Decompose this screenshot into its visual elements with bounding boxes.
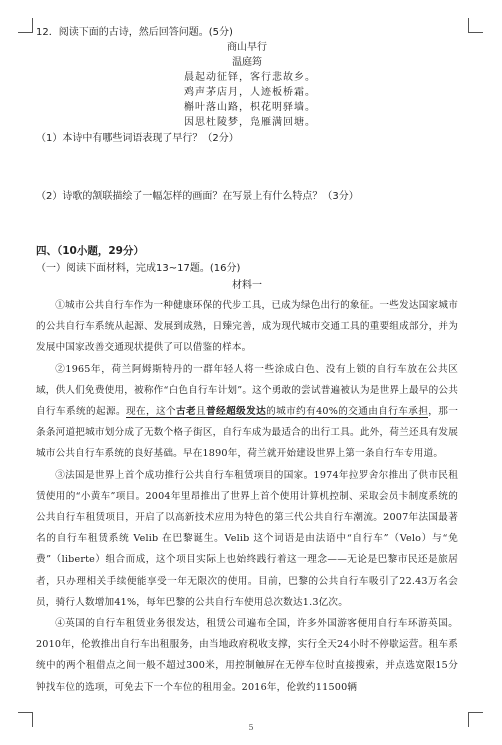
poem-line: 鸡声茅店月，人迹板桥霜。	[184, 87, 316, 98]
poem-line: 因思杜陵梦，凫雁满回塘。	[184, 117, 316, 128]
paragraph-2-rest: ，那一条条河道把城市划分成了无数个格子街区，自行车成为最适合的出行工具。此外，荷兰还具有发展城市公共自行车系统的良好基础。早在1890年，荷兰就开始建设世界上第一条自行车专用道。	[36, 406, 459, 460]
question-12-heading: 12．阅读下面的古诗，然后回答问题。(5分)	[36, 27, 233, 38]
section-heading: 四、（10小题，29分）	[36, 245, 144, 257]
bold-word: 普经超级发达	[206, 406, 267, 418]
underlined-text: 的城市约有40%的交通由自行车承担	[266, 406, 429, 418]
poem	[36, 40, 458, 130]
poem-author: 温庭筠	[232, 57, 262, 68]
part-heading: （一）阅读下面材料，完成13~17题。(16分)	[36, 263, 241, 274]
sub-question-1: （1）本诗中有哪些词语表现了早行？（2分）	[36, 133, 239, 144]
underlined-text: 现在，这个	[126, 406, 177, 418]
bold-word: 古老	[176, 406, 197, 418]
poem-line: 晨起动征铎，客行悲故乡。	[184, 72, 316, 83]
paragraph-1: ①城市公共自行车作为一种健康环保的代步工具，已成为绿色出行的象征。一些发达国家城市的公共自行车系统从起源、发展到成熟，日臻完善，成为现代城市交通工具的重要组成部分，并为发展中国家改善交通现状提供了可以借鉴的样本。	[36, 300, 458, 354]
crop-mark-top-left	[18, 18, 33, 33]
page-content	[36, 26, 458, 698]
poem-title: 商山早行	[227, 42, 267, 53]
paragraph-3: ③法国是世界上首个成功推行公共自行车租赁项目的国家。1974年拉罗舍尔推出了供市民租赁使用的“小黄车”项目。2004年里昂推出了世界上首个使用计算机控制、采取会员卡制度系统的公共自行车租赁项目，开启了以高新技术应用为特色的第三代公共自行车潮流。2007年法国最著名的自行车租赁系统 Velib 在巴黎诞生。Velib 这个词语是由法语中“自行车”（Velo）与“免费”（liberte）组合而成，这个项目实际上也始终践行着这一理念——无论是巴黎市民还是旅居者，只办理相关手续便能享受一年无限次的使用。目前，巴黎的公共自行车吸引了22.43万名会员，骑行人数增加41%，每年巴黎的公共自行车使用总次数达1.3亿次。	[36, 469, 458, 608]
sub-question-2: （2）诗歌的颔联描绘了一幅怎样的画面？在写景上有什么特点？（3分）	[36, 191, 359, 202]
paragraph-2-text: ②1965年，荷兰阿姆斯特丹的一群年轻人将一些涂成白色、没有上锁的自行车放在公共区域，供人们免费使用，被称作“白色自行车计划”。这个勇敢的尝试普遍被认为是世界上最早的公共自行车系统的起源。	[36, 363, 458, 418]
underlined-sentence	[126, 406, 428, 418]
crop-mark-top-right	[468, 18, 483, 33]
paragraph-2	[36, 359, 458, 465]
page-number: 5	[248, 723, 254, 732]
paragraph-4: ④英国的自行车租赁业务很发达，租赁公司遍布全国，许多外国游客便用自行车环游英国。2010年，伦敦推出自行车出租服务，由当地政府税收支撑，实行全天24小时不停歇运营。租车系统中的两个租借点之间一般不超过300米，用控制触屏在无停车位时直接搜索，并点选宽限15分钟找车位的选项，可免去下一个车位的租用金。2016年，伦敦约11500辆	[36, 618, 458, 693]
underlined-text: 且	[196, 406, 207, 418]
poem-line: 槲叶落山路，枳花明驿墙。	[184, 102, 316, 113]
material-title: 材料一	[232, 280, 262, 291]
